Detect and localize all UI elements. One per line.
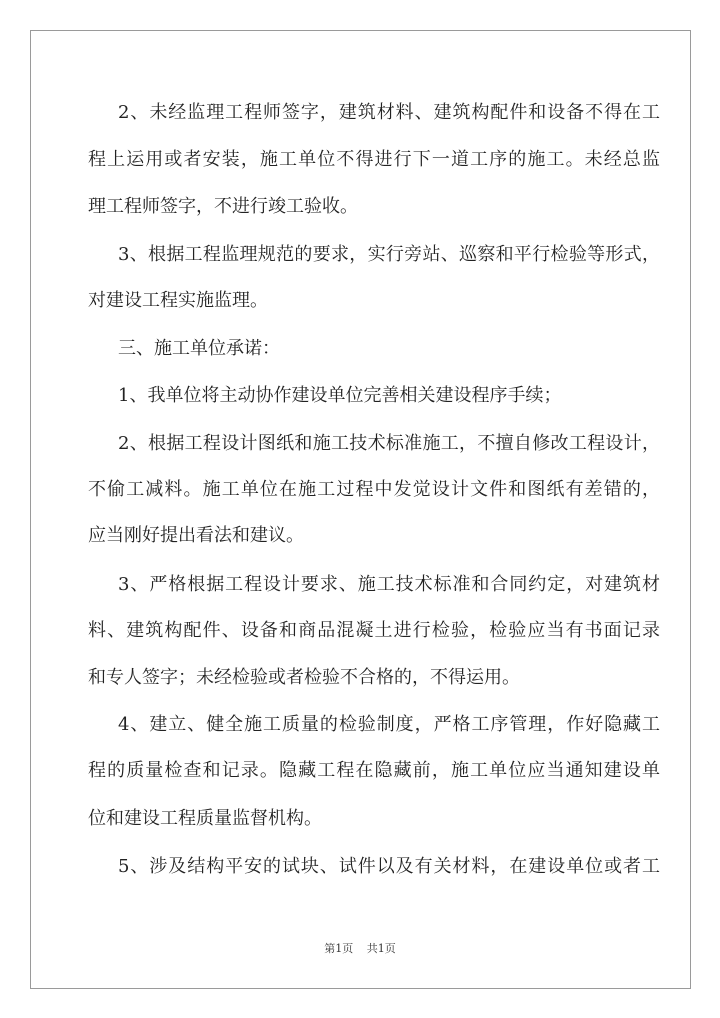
paragraph-line: 理工程师签字，不进行竣工验收。 [88,196,358,217]
page-border [30,30,691,989]
paragraph-line: 程上运用或者安装，施工单位不得进行下一道工序的施工。未经总监 [88,149,660,170]
paragraph-line: 和专人签字；未经检验或者检验不合格的，不得运用。 [88,667,520,688]
paragraph-line: 5、涉及结构平安的试块、试件以及有关材料，在建设单位或者工 [118,856,660,877]
paragraph-line: 程的质量检查和记录。隐藏工程在隐藏前，施工单位应当通知建设单 [88,760,660,781]
paragraph-line: 4、建立、健全施工质量的检验制度，严格工序管理，作好隐藏工 [118,714,660,735]
paragraph-line: 2、根据工程设计图纸和施工技术标准施工，不擅自修改工程设计， [118,433,660,454]
paragraph-line: 料、建筑构配件、设备和商品混凝土进行检验，检验应当有书面记录 [88,620,660,641]
page-number: 第1页 [324,942,354,955]
paragraph-line: 位和建设工程质量监督机构。 [88,808,322,829]
page-footer [0,940,720,956]
paragraph-line: 3、根据工程监理规范的要求，实行旁站、巡察和平行检验等形式， [118,244,660,265]
paragraph-line: 不偷工减料。施工单位在施工过程中发觉设计文件和图纸有差错的， [88,479,660,500]
paragraph-line: 对建设工程实施监理。 [88,290,268,311]
paragraph-line: 3、严格根据工程设计要求、施工技术标准和合同约定，对建筑材 [118,574,660,595]
page-total: 共1页 [366,942,396,955]
paragraph-line: 应当刚好提出看法和建议。 [88,525,304,546]
section-heading: 三、施工单位承诺： [118,338,280,359]
paragraph-line: 2、未经监理工程师签字，建筑材料、建筑构配件和设备不得在工 [118,102,660,123]
paragraph-line: 1、我单位将主动协作建设单位完善相关建设程序手续； [118,385,562,406]
